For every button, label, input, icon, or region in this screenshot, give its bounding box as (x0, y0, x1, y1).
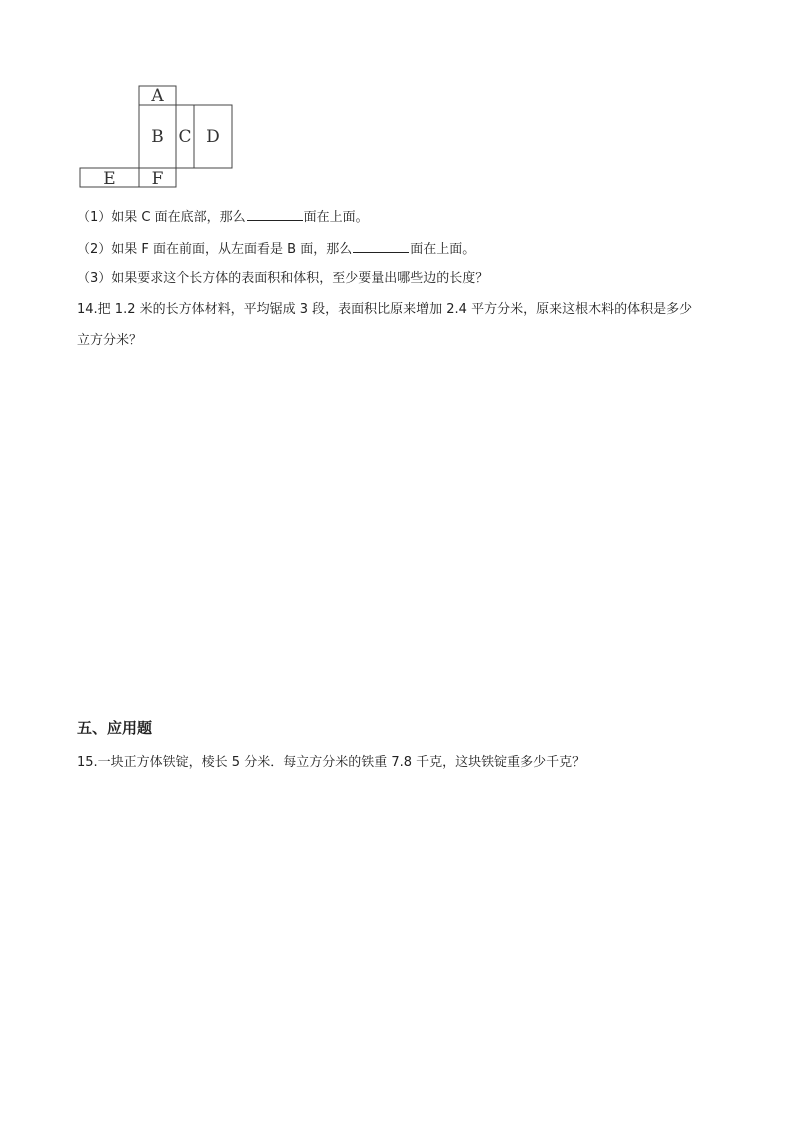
q13-sub2-prefix: （2）如果 F 面在前面，从左面看是 B 面，那么 (77, 242, 353, 257)
q13-sub2 (77, 240, 475, 258)
face-a-label: A (151, 86, 164, 106)
q13-sub3: （3）如果要求这个长方体的表面积和体积，至少要量出哪些边的长度？ (77, 271, 489, 286)
q13-sub1-blank[interactable] (247, 208, 303, 221)
face-f-label: F (151, 169, 164, 189)
q13-sub1 (77, 208, 369, 226)
face-c-label: C (178, 127, 192, 147)
cuboid-net-diagram (0, 0, 794, 200)
face-e-label: E (103, 169, 116, 189)
section-heading: 五、应用题 (77, 719, 153, 737)
q13-sub1-suffix: 面在上面。 (303, 210, 369, 225)
q14-line2: 立方分米？ (77, 333, 143, 348)
q15-text: 15.一块正方体铁锭，棱长 5 分米．每立方分米的铁重 7.8 千克，这块铁锭重多少千克？ (77, 755, 586, 770)
q13-sub1-prefix: （1）如果 C 面在底部，那么 (77, 210, 246, 225)
q13-sub2-suffix: 面在上面。 (410, 242, 476, 257)
q14-line1: 14.把 1.2 米的长方体材料，平均锯成 3 段，表面积比原来增加 2.4 平方分米，原来这根木料的体积是多少 (77, 302, 693, 317)
q13-sub2-blank[interactable] (353, 240, 409, 253)
face-b-label: B (151, 127, 164, 147)
face-d-label: D (206, 127, 220, 147)
